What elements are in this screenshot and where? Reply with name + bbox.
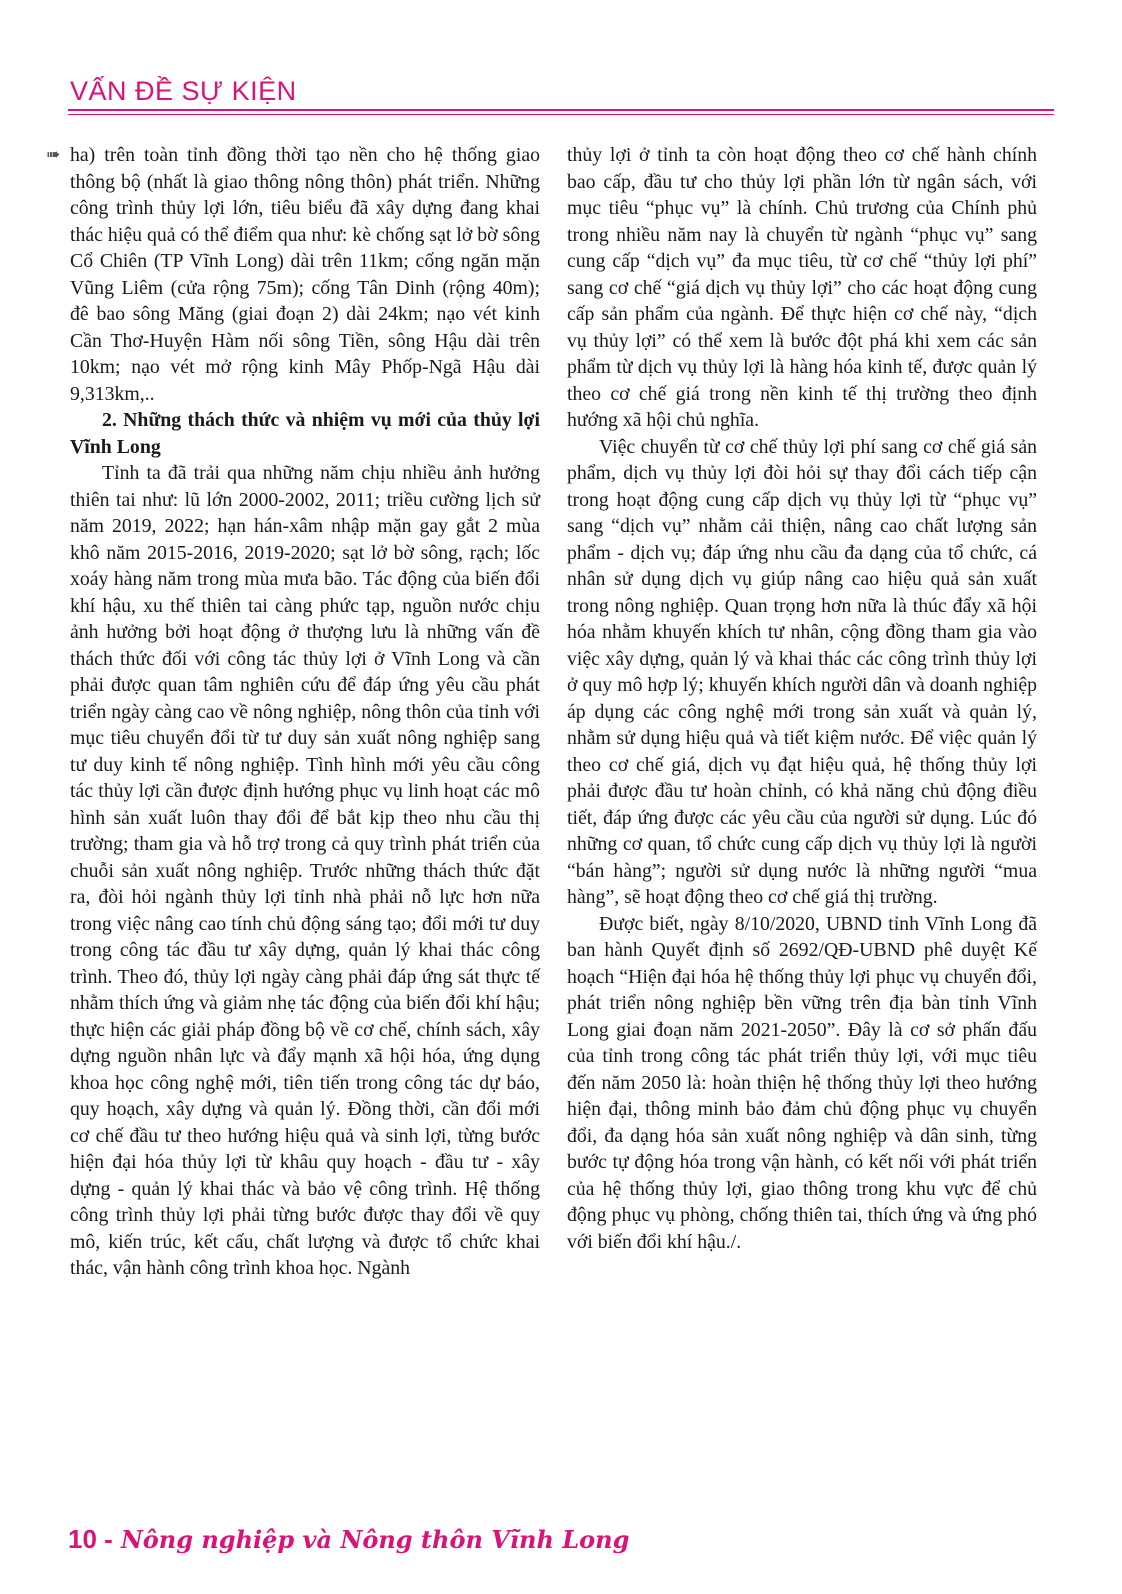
article-column-left — [70, 142, 540, 1282]
paragraph-continuation-right: thủy lợi ở tỉnh ta còn hoạt động theo cơ chế hành chính bao cấp, đầu tư cho thủy lợi phần lớn từ ngân sách, với mục tiêu “phục vụ” là chính. Chủ trương của Chính phủ trong nhiều năm nay là chuyển từ ngành “phục vụ” sang cung cấp “dịch vụ” đa mục tiêu, từ cơ chế “thủy lợi phí” sang cơ chế “giá dịch vụ thủy lợi” cho các hoạt động cung cấp sản phẩm của ngành. Để thực hiện cơ chế này, “dịch vụ thủy lợi” có thể xem là bước đột phá khi xem các sản phẩm từ dịch vụ thủy lợi là hàng hóa kinh tế, được quản lý theo cơ chế giá trong nền kinh tế thị trường theo định hướng xã hội chủ nghĩa. — [567, 144, 1037, 431]
arrow-right-icon: ➠ — [46, 145, 61, 165]
paragraph-modernization-plan: Được biết, ngày 8/10/2020, UBND tỉnh Vĩnh Long đã ban hành Quyết định số 2692/QĐ-UBND phê duyệt Kế hoạch “Hiện đại hóa hệ thống thủy lợi phục vụ chuyển đổi, phát triển nông nghiệp bền vững trên địa bàn tỉnh Vĩnh Long giai đoạn năm 2021-2050”. Đây là cơ sở phấn đấu của tỉnh trong công tác phát triển thủy lợi, với mục tiêu đến năm 2050 là: hoàn thiện hệ thống thủy lợi theo hướng hiện đại, thông minh bảo đảm chủ động phục vụ chuyển đổi, đa dạng hóa sản xuất nông nghiệp và dân sinh, từng bước tự động hóa trong vận hành, có kết nối với phát triển của hệ thống thủy lợi, giao thông trong khu vực để chủ động phục vụ phòng, chống thiên tai, thích ứng và ứng phó với biến đổi khí hậu./. — [567, 912, 1037, 1253]
magazine-name: Nông nghiệp và Nông thôn Vĩnh Long — [120, 1525, 630, 1554]
paragraph-challenges: Tỉnh ta đã trải qua những năm chịu nhiều ảnh hưởng thiên tai như: lũ lớn 2000-2002, 2011; triều cường lịch sử năm 2019, 2022; hạn hán-xâm nhập mặn gay gắt 2 mùa khô năm 2015-2016, 2019-2020; sạt lở bờ sông, rạch; lốc xoáy hàng năm trong mùa mưa bão. Tác động của biến đổi khí hậu, xu thế thiên tai càng phức tạp, nguồn nước chịu ảnh hưởng bởi hoạt động ở thượng lưu là những vấn đề thách thức đối với công tác thủy lợi ở Vĩnh Long và cần phải được quan tâm nghiên cứu để đáp ứng yêu cầu phát triển ngày càng cao về nông nghiệp, nông thôn của tỉnh với mục tiêu chuyển đổi từ tư duy sản xuất nông nghiệp sang tư duy kinh tế nông nghiệp. Tình hình mới yêu cầu công tác thủy lợi cần được định hướng phục vụ linh hoạt các mô hình sản xuất luôn thay đổi để bắt kịp theo nhu cầu thị trường; tham gia và hỗ trợ trong cả quy trình phát triển của chuỗi sản xuất nông nghiệp. Trước những thách thức đặt ra, đòi hỏi ngành thủy lợi tỉnh nhà phải nỗ lực hơn nữa trong việc nâng cao tính chủ động sáng tạo; đổi mới tư duy trong công tác đầu tư xây dựng, quản lý khai thác công trình. Theo đó, thủy lợi ngày càng phải đáp ứng sát thực tế nhằm thích ứng và giảm nhẹ tác động của biến đổi khí hậu; thực hiện các giải pháp đồng bộ về cơ chế, chính sách, xây dựng nguồn nhân lực và đẩy mạnh xã hội hóa, ứng dụng khoa học công nghệ mới, tiên tiến trong công tác dự báo, quy hoạch, xây dựng và quản lý. Đồng thời, cần đổi mới cơ chế đầu tư theo hướng hiệu quả và sinh lợi, từng bước hiện đại hóa thủy lợi từ khâu quy hoạch - đầu tư - xây dựng - quản lý khai thác và bảo vệ công trình. Hệ thống công trình thủy lợi phải từng bước được thay đổi về quy mô, kiến trúc, kết cấu, chất lượng và được tổ chức khai thác, vận hành công trình khoa học. Ngành — [70, 462, 540, 1279]
paragraph-service-mechanism: Việc chuyển từ cơ chế thủy lợi phí sang cơ chế giá sản phẩm, dịch vụ thủy lợi đòi hỏi sự thay đổi cách tiếp cận trong hoạt động cung cấp dịch vụ thủy lợi từ “phục vụ” sang “dịch vụ” nhằm cải thiện, nâng cao chất lượng sản phẩm - dịch vụ; đáp ứng nhu cầu đa dạng của tổ chức, cá nhân sử dụng dịch vụ giúp nâng cao hiệu quả sản xuất trong nông nghiệp. Quan trọng hơn nữa là thúc đẩy xã hội hóa nhằm khuyến khích tư nhân, cộng đồng tham gia vào việc xây dựng, quản lý và khai thác các công trình thủy lợi ở quy mô hợp lý; khuyến khích người dân và doanh nghiệp áp dụng các công nghệ mới trong sản xuất và quản lý, nhằm sử dụng hiệu quả và tiết kiệm nước. Để việc quản lý theo cơ chế giá, dịch vụ đạt hiệu quả, hệ thống thủy lợi phải được đầu tư hoàn chỉnh, có khả năng chủ động điều tiết, đáp ứng được các yêu cầu của người sử dụng. Lúc đó những cơ quan, tổ chức cung cấp dịch vụ thủy lợi là người “bán hàng”; người sử dụng nước là những người “mua hàng”, sẽ hoạt động theo cơ chế giá thị trường. — [567, 435, 1037, 908]
page-footer — [68, 1524, 629, 1555]
header-rule-top — [68, 109, 1054, 111]
section-heading: 2. Những thách thức và nhiệm vụ mới của thủy lợi Vĩnh Long — [70, 409, 540, 458]
article-column-right — [567, 142, 1037, 1255]
paragraph-continuation: ha) trên toàn tỉnh đồng thời tạo nền cho hệ thống giao thông bộ (nhất là giao thông nông thôn) phát triển. Những công trình thủy lợi lớn, tiêu biểu đã xây dựng đang khai thác hiệu quả có thể điểm qua như: kè chống sạt lở bờ sông Cổ Chiên (TP Vĩnh Long) dài trên 11km; cống ngăn mặn Vũng Liêm (cửa rộng 75m); cống Tân Dinh (rộng 40m); đê bao sông Măng (giai đoạn 2) dài 24km; nạo vét kinh Cần Thơ-Huyện Hàm nối sông Tiền, sông Hậu dài trên 10km; nạo vét mở rộng kinh Mây Phốp-Ngã Hậu dài 9,313km,.. — [70, 144, 540, 405]
header-rule-bottom — [68, 114, 1054, 115]
section-title: VẤN ĐỀ SỰ KIỆN — [70, 76, 297, 106]
page-number: 10 - — [68, 1524, 113, 1554]
